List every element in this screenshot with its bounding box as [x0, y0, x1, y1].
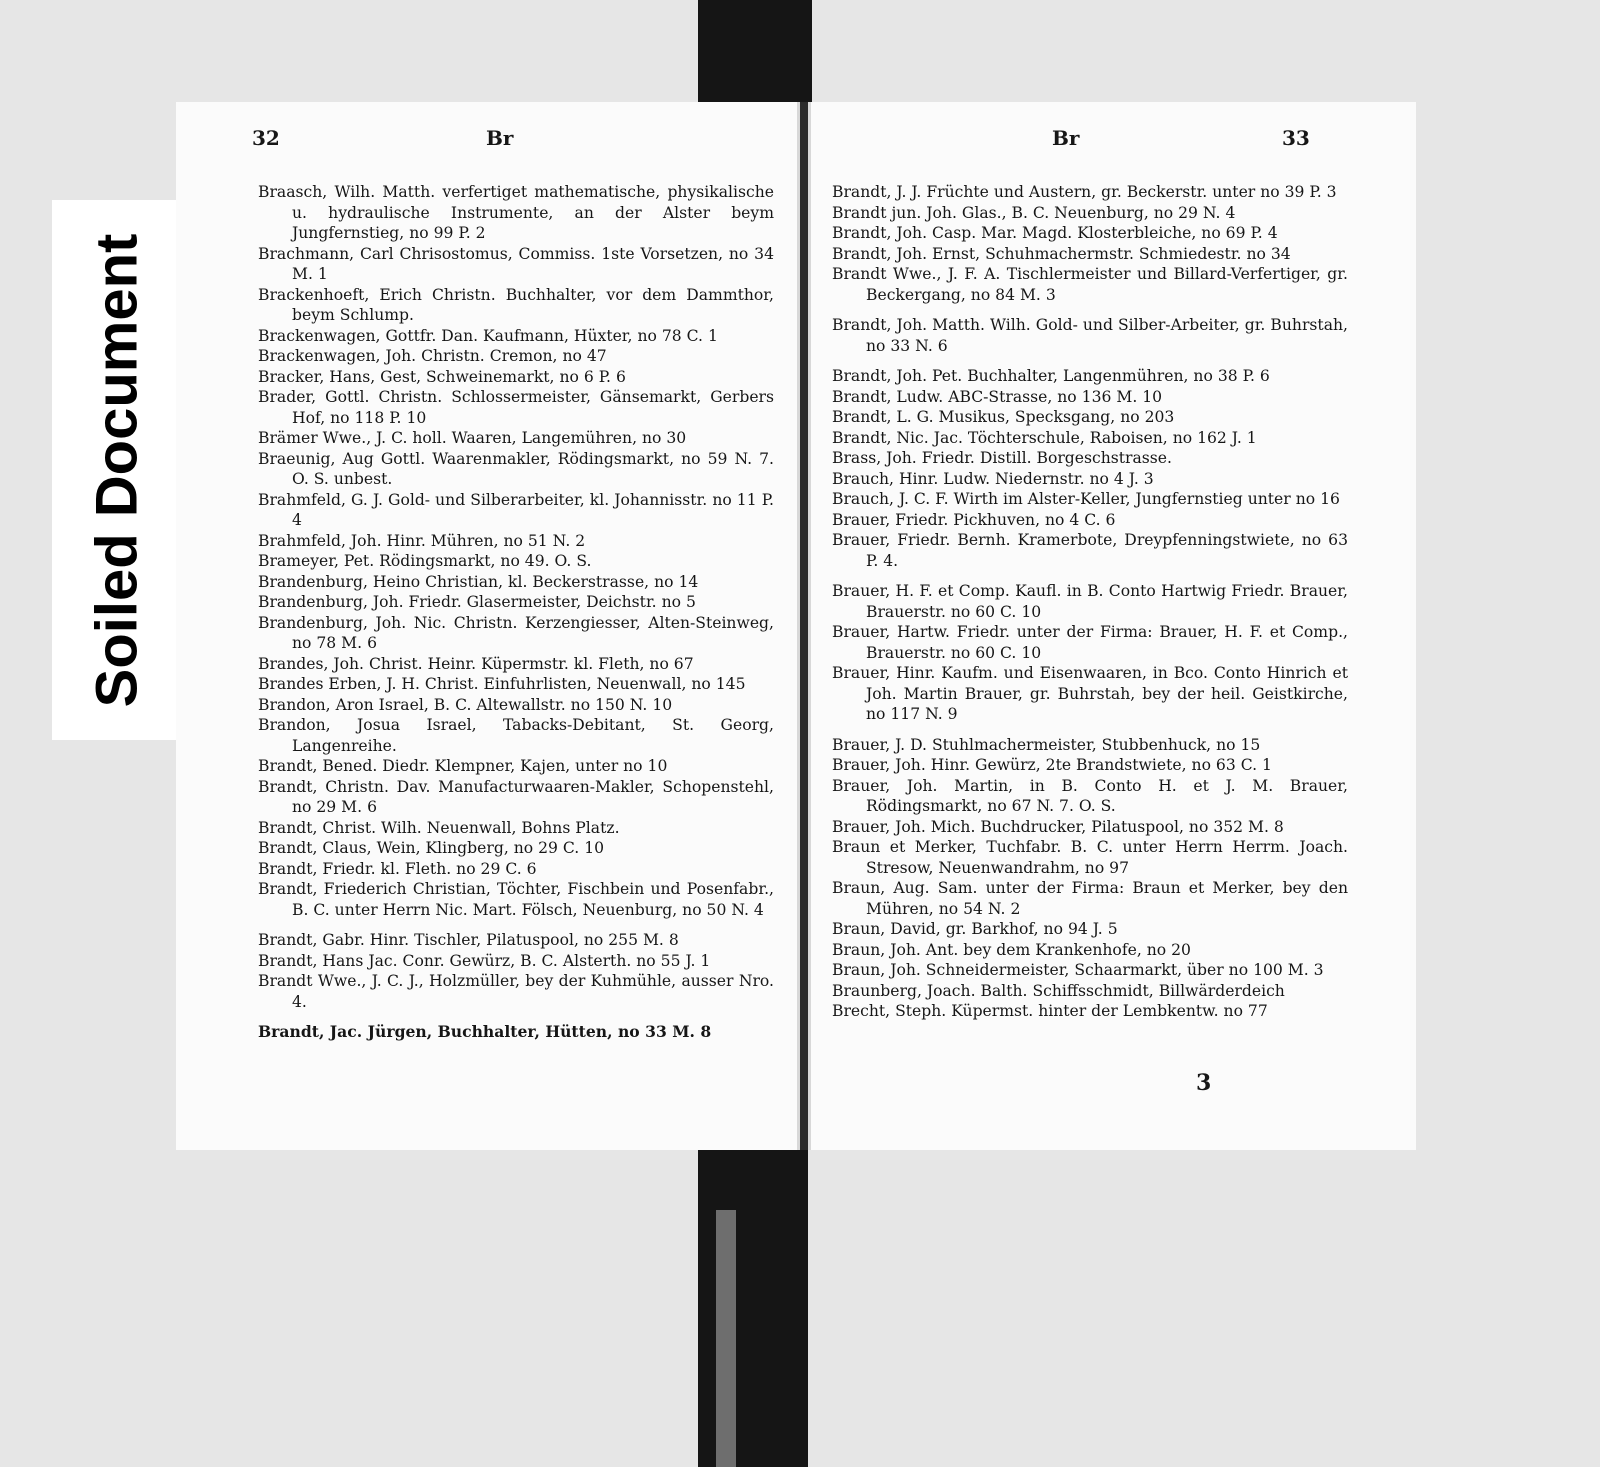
- directory-entry: Brandt, L. G. Musikus, Specksgang, no 203: [832, 408, 1175, 426]
- directory-entry: Brader, Gottl. Christn. Schlossermeister, Gänsemarkt, Gerbers Hof, no 118 P. 10: [258, 388, 774, 427]
- directory-entry: Brauch, J. C. F. Wirth im Alster-Keller, Jungfernstieg unter no 16: [832, 490, 1340, 508]
- directory-entry: Brandt, Joh. Pet. Buchhalter, Langenmühren, no 38 P. 6: [832, 367, 1270, 385]
- right-page-entries: [832, 182, 1348, 1022]
- directory-entry: Brandes Erben, J. H. Christ. Einfuhrlisten, Neuenwall, no 145: [258, 675, 746, 693]
- signature-number: 3: [1196, 1070, 1212, 1096]
- directory-entry: Brauer, Joh. Martin, in B. Conto H. et J. M. Brauer, Rödingsmarkt, no 67 N. 7. O. S.: [832, 776, 1348, 815]
- directory-entry: Brandes, Joh. Christ. Heinr. Küpermstr. kl. Fleth, no 67: [258, 654, 694, 673]
- directory-entry: Brameyer, Pet. Rödingsmarkt, no 49. O. S.: [258, 552, 592, 570]
- directory-entry: Brandt, Friederich Christian, Töchter, Fischbein und Posenfabr., B. C. unter Herrn Nic. Mart. Fölsch, Neuenburg, no 50 N. 4: [258, 880, 774, 919]
- directory-entry: Braeunig, Aug Gottl. Waarenmakler, Rödingsmarkt, no 59 N. 7. O. S. unbest.: [258, 449, 774, 488]
- directory-entry: Brandt, Gabr. Hinr. Tischler, Pilatuspool, no 255 M. 8: [258, 931, 679, 949]
- directory-entry: Braunberg, Joach. Balth. Schiffsschmidt, Billwärderdeich: [832, 981, 1285, 1000]
- right-page: [808, 102, 1416, 1150]
- directory-entry: Brandt, Christn. Dav. Manufacturwaaren-Makler, Schopenstehl, no 29 M. 6: [258, 777, 774, 816]
- directory-entry: Bracker, Hans, Gest, Schweinemarkt, no 6 P. 6: [258, 367, 626, 386]
- directory-entry: Brämer Wwe., J. C. holl. Waaren, Langemühren, no 30: [258, 429, 687, 447]
- directory-entry: Braun, Joh. Schneidermeister, Schaarmarkt, über no 100 M. 3: [832, 961, 1324, 979]
- directory-entry: Braun, David, gr. Barkhof, no 94 J. 5: [832, 920, 1118, 938]
- directory-entry: Braasch, Wilh. Matth. verfertiget mathematische, physikalische u. hydraulische Instrumente, an der Alster beym Jungfernstieg, no 99 P. 2: [258, 183, 774, 242]
- directory-entry: Brauer, Joh. Mich. Buchdrucker, Pilatuspool, no 352 M. 8: [832, 817, 1284, 836]
- directory-entry: Brauer, J. D. Stuhlmachermeister, Stubbenhuck, no 15: [832, 735, 1261, 754]
- left-page-entries: [258, 182, 774, 1043]
- directory-entry: Brauer, H. F. et Comp. Kaufl. in B. Conto Hartwig Friedr. Brauer, Brauerstr. no 60 C. 10: [832, 582, 1348, 621]
- directory-entry: Brauer, Joh. Hinr. Gewürz, 2te Brandstwiete, no 63 C. 1: [832, 756, 1272, 774]
- right-page-header: Br: [1052, 126, 1080, 150]
- directory-entry: Brandt, Hans Jac. Conr. Gewürz, B. C. Alsterth. no 55 J. 1: [258, 951, 711, 970]
- directory-entry: Brandenburg, Joh. Nic. Christn. Kerzengiesser, Alten-Steinweg, no 78 M. 6: [258, 613, 774, 652]
- directory-entry: Brandt Wwe., J. C. J., Holzmüller, bey der Kuhmühle, ausser Nro. 4.: [258, 972, 774, 1011]
- left-page-number: 32: [252, 126, 280, 150]
- directory-entry: Brauch, Hinr. Ludw. Niedernstr. no 4 J. 3: [832, 469, 1154, 488]
- directory-entry: Brandt jun. Joh. Glas., B. C. Neuenburg, no 29 N. 4: [832, 203, 1236, 222]
- directory-entry: Brauer, Hinr. Kaufm. und Eisenwaaren, in Bco. Conto Hinrich et Joh. Martin Brauer, gr. Buhrstah, bey der heil. Geistkirche, no 117 N. 9: [832, 664, 1348, 723]
- directory-entry: Brandt, J. J. Früchte und Austern, gr. Beckerstr. unter no 39 P. 3: [832, 183, 1337, 201]
- directory-entry: Brackenwagen, Gottfr. Dan. Kaufmann, Hüxter, no 78 C. 1: [258, 326, 718, 345]
- soiled-document-label: [52, 200, 182, 740]
- directory-entry: Brandenburg, Joh. Friedr. Glasermeister, Deichstr. no 5: [258, 593, 696, 611]
- directory-entry: Brandt, Ludw. ABC-Strasse, no 136 M. 10: [832, 387, 1163, 406]
- directory-entry: Brandt, Claus, Wein, Klingberg, no 29 C. 10: [258, 839, 605, 857]
- directory-entry: Brauer, Friedr. Pickhuven, no 4 C. 6: [832, 510, 1116, 529]
- directory-entry: Braun, Joh. Ant. bey dem Krankenhofe, no 20: [832, 940, 1191, 959]
- directory-entry: Brandenburg, Heino Christian, kl. Beckerstrasse, no 14: [258, 572, 699, 591]
- binding-strip: [716, 1210, 736, 1467]
- soiled-document-label-text: Soiled Document: [84, 233, 150, 707]
- directory-entry: Brandt, Jac. Jürgen, Buchhalter, Hütten, no 33 M. 8: [258, 1022, 712, 1041]
- left-page: [176, 102, 800, 1150]
- directory-entry: Brandt Wwe., J. F. A. Tischlermeister und Billard-Verfertiger, gr. Beckergang, no 84 M. 3: [832, 265, 1348, 304]
- directory-entry: Brandt, Joh. Ernst, Schuhmachermstr. Schmiedestr. no 34: [832, 244, 1291, 263]
- directory-entry: Brandt, Friedr. kl. Fleth. no 29 C. 6: [258, 859, 537, 878]
- right-page-number: 33: [1282, 126, 1310, 150]
- directory-entry: Brecht, Steph. Küpermst. hinter der Lembkentw. no 77: [832, 1002, 1268, 1020]
- directory-entry: Brandon, Aron Israel, B. C. Altewallstr. no 150 N. 10: [258, 695, 673, 714]
- directory-entry: Brachmann, Carl Chrisostomus, Commiss. 1ste Vorsetzen, no 34 M. 1: [258, 244, 774, 283]
- directory-entry: Brauer, Hartw. Friedr. unter der Firma: Brauer, H. F. et Comp., Brauerstr. no 60 C. 10: [832, 623, 1348, 662]
- page-gutter: [800, 102, 808, 1150]
- binding-spine-bottom: [698, 1150, 808, 1467]
- directory-entry: Brahmfeld, G. J. Gold- und Silberarbeiter, kl. Johannisstr. no 11 P. 4: [258, 490, 774, 529]
- directory-entry: Brauer, Friedr. Bernh. Kramerbote, Dreypfenningstwiete, no 63 P. 4.: [832, 531, 1348, 570]
- directory-entry: Brackenwagen, Joh. Christn. Cremon, no 47: [258, 347, 607, 365]
- directory-entry: Brandon, Josua Israel, Tabacks-Debitant, St. Georg, Langenreihe.: [258, 716, 774, 755]
- binding-spine-top: [698, 0, 812, 110]
- directory-entry: Braun, Aug. Sam. unter der Firma: Braun et Merker, bey den Mühren, no 54 N. 2: [832, 879, 1348, 918]
- directory-entry: Braun et Merker, Tuchfabr. B. C. unter Herrn Herrm. Joach. Stresow, Neuenwandrahm, no 97: [832, 838, 1348, 877]
- directory-entry: Brandt, Joh. Casp. Mar. Magd. Klosterbleiche, no 69 P. 4: [832, 224, 1278, 242]
- directory-entry: Brass, Joh. Friedr. Distill. Borgeschstrasse.: [832, 449, 1172, 467]
- directory-entry: Brandt, Christ. Wilh. Neuenwall, Bohns Platz.: [258, 818, 620, 837]
- directory-entry: Brahmfeld, Joh. Hinr. Mühren, no 51 N. 2: [258, 531, 586, 550]
- directory-entry: Brandt, Bened. Diedr. Klempner, Kajen, unter no 10: [258, 757, 668, 775]
- left-page-header: Br: [486, 126, 514, 150]
- directory-entry: Brandt, Nic. Jac. Töchterschule, Raboisen, no 162 J. 1: [832, 428, 1257, 447]
- directory-entry: Brandt, Joh. Matth. Wilh. Gold- und Silber-Arbeiter, gr. Buhrstah, no 33 N. 6: [832, 316, 1348, 355]
- directory-entry: Brackenhoeft, Erich Christn. Buchhalter, vor dem Dammthor, beym Schlump.: [258, 285, 774, 324]
